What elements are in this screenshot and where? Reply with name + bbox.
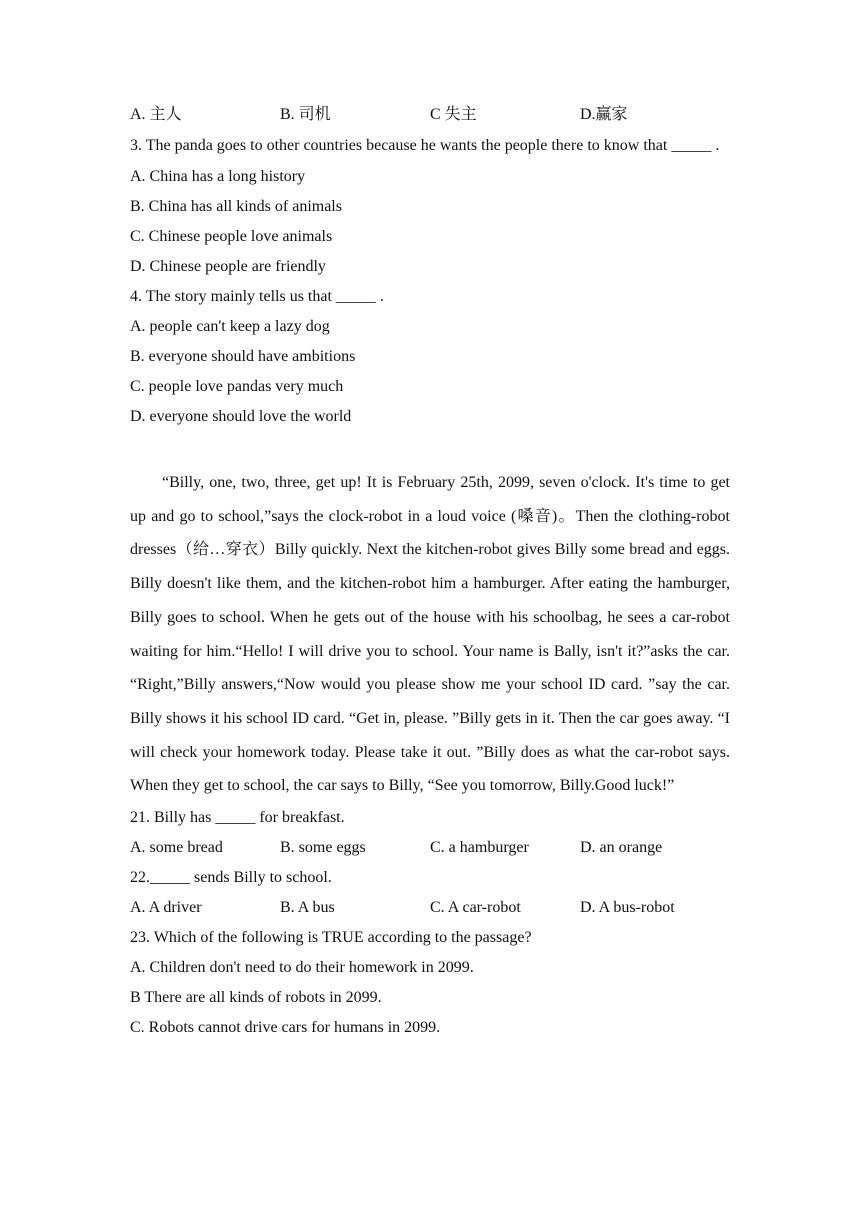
q4-option-d: D. everyone should love the world: [130, 408, 352, 425]
q3-stem: 3. The panda goes to other countries because he wants the people there to know that _____ .: [130, 137, 720, 154]
q2-option-b: B. 司机: [280, 106, 331, 123]
q23-option-b: B There are all kinds of robots in 2099.: [130, 989, 382, 1007]
q21-options: [130, 833, 730, 863]
q21-stem: 21. Billy has _____ for breakfast.: [130, 809, 345, 827]
q22-stem: 22._____ sends Billy to school.: [130, 869, 332, 887]
q2-option-c: C 失主: [430, 106, 477, 123]
q3-option-a: A. China has a long history: [130, 168, 306, 185]
q2-option-a: A. 主人: [130, 106, 182, 123]
q22-option-d: D. A bus-robot: [580, 899, 675, 917]
q22-option-c: C. A car-robot: [430, 899, 521, 917]
q21-option-b: B. some eggs: [280, 839, 366, 857]
q3-option-c: C. Chinese people love animals: [130, 228, 333, 245]
q4-option-b: B. everyone should have ambitions: [130, 348, 356, 365]
q21-option-c: C. a hamburger: [430, 839, 529, 857]
q4-stem: 4. The story mainly tells us that _____ .: [130, 288, 384, 305]
q3-option-b: B. China has all kinds of animals: [130, 198, 342, 215]
q23-option-c: C. Robots cannot drive cars for humans in 2099.: [130, 1019, 441, 1037]
q3-option-d: D. Chinese people are friendly: [130, 258, 326, 275]
q4-option-c: C. people love pandas very much: [130, 378, 344, 395]
q2-options: [130, 100, 730, 130]
q23-option-a: A. Children don't need to do their homework in 2099.: [130, 959, 474, 977]
q23-stem: 23. Which of the following is TRUE according to the passage?: [130, 929, 532, 947]
q2-option-d: D.赢家: [580, 106, 628, 123]
q21-option-d: D. an orange: [580, 839, 663, 857]
reading-passage: “Billy, one, two, three, get up! It is February 25th, 2099, seven o'clock. It's time to get up and go to school,”says the clock-robot in a loud voice (嗓音)。Then the clothing-robot dresses（给…穿衣）Billy quickly. Next the kitchen-robot gives Billy some bread and eggs. Billy doesn't like them, and the kitchen-robot him a hamburger. After eating the hamburger, Billy goes to school. When he gets out of the house with his schoolbag, he sees a car-robot waiting for him.“Hello! I will drive you to school. Your name is Bally, isn't it?”asks the car. “Right,”Billy answers,“Now would you please show me your school ID card. ”say the car. Billy shows it his school ID card. “Get in, please. ”Billy gets in it. Then the car goes away. “I will check your homework today. Please take it out. ”Billy does as what the car-robot says. When they get to school, the car says to Billy, “See you tomorrow, Billy.Good luck!”: [130, 474, 730, 795]
q22-option-a: A. A driver: [130, 899, 202, 917]
document-page: [130, 100, 730, 1043]
q22-options: [130, 893, 730, 923]
q21-option-a: A. some bread: [130, 839, 223, 857]
q22-option-b: B. A bus: [280, 899, 335, 917]
q4-option-a: A. people can't keep a lazy dog: [130, 318, 330, 335]
